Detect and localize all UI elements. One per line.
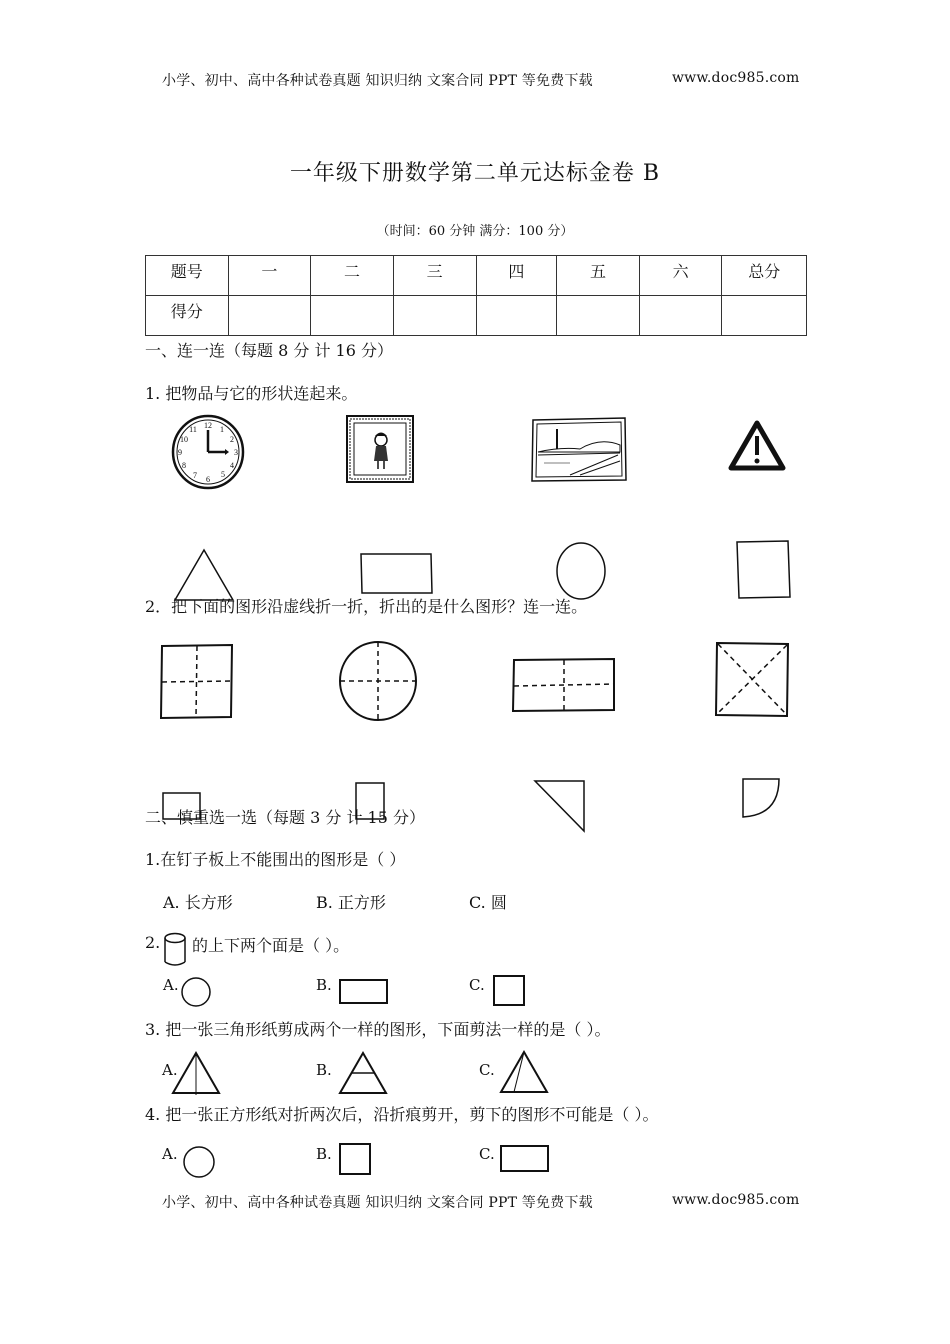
s2-q1-option-c[interactable]: C. 圆 xyxy=(469,893,507,912)
framed-picture-icon xyxy=(345,414,415,484)
score-cell xyxy=(722,296,807,336)
header-cell: 一 xyxy=(228,256,311,296)
square-option-shape xyxy=(339,1143,373,1177)
clock-icon xyxy=(170,414,246,490)
svg-text:5: 5 xyxy=(221,470,225,479)
s2-q3-prompt: 3. 把一张三角形纸剪成两个一样的图形，下面剪法一样的是（ ）。 xyxy=(145,1020,611,1039)
header-cell: 五 xyxy=(557,256,640,296)
svg-text:4: 4 xyxy=(230,461,234,470)
warning-sign-icon xyxy=(728,420,786,472)
s2-q2-option-b[interactable]: B. xyxy=(316,976,332,994)
triangle-oblique-cut-option xyxy=(500,1050,550,1094)
s2-q3-option-a[interactable]: A. xyxy=(162,1061,178,1079)
svg-text:12: 12 xyxy=(204,421,212,430)
s2-q3-option-c[interactable]: C. xyxy=(479,1061,495,1079)
triangle-horizontal-cut-option xyxy=(339,1051,389,1095)
square-diagonal-fold-figure xyxy=(715,641,791,719)
score-cell xyxy=(476,296,557,336)
rectangle-cross-fold-figure xyxy=(512,658,616,714)
s2-q2-option-c[interactable]: C. xyxy=(469,976,485,994)
q1-text: 1. 把物品与它的形状连起来。 xyxy=(145,384,358,403)
header-cell: 题号 xyxy=(146,256,229,296)
svg-text:6: 6 xyxy=(206,475,210,484)
s2-q1-option-a[interactable]: A. 长方形 xyxy=(163,893,233,912)
square-shape xyxy=(736,540,792,600)
page-title: 一年级下册数学第二单元达标金卷 B xyxy=(289,161,661,186)
header-cell: 总分 xyxy=(722,256,807,296)
footer-banner-text: 小学、初中、高中各种试卷真题 知识归纳 文案合同 PPT 等免费下载 xyxy=(162,1195,593,1211)
landscape-photo-icon xyxy=(530,417,628,483)
header-banner-text: 小学、初中、高中各种试卷真题 知识归纳 文案合同 PPT 等免费下载 xyxy=(162,73,593,89)
rectangle-option-shape xyxy=(339,979,391,1007)
header-banner-url: www.doc985.com xyxy=(672,70,800,86)
header-cell: 三 xyxy=(393,256,476,296)
exam-info: （时间：60 分钟 满分：100 分） xyxy=(376,224,574,239)
svg-text:11: 11 xyxy=(189,425,197,434)
score-cell xyxy=(639,296,722,336)
circle-option-shape xyxy=(181,977,213,1009)
score-table xyxy=(145,255,807,336)
s2-q1-prompt: 在钉子板上不能围出的图形是（ ） xyxy=(160,850,406,869)
s2-q4-prompt: 4. 把一张正方形纸对折两次后，沿折痕剪开，剪下的图形不可能是（ ）。 xyxy=(145,1105,659,1124)
s2-q4-option-b[interactable]: B. xyxy=(316,1145,332,1163)
s2-q4-option-a[interactable]: A. xyxy=(162,1145,178,1163)
square-cross-fold-figure xyxy=(160,644,236,720)
svg-text:2: 2 xyxy=(230,435,234,444)
square-option-shape xyxy=(493,975,527,1007)
header-cell: 六 xyxy=(639,256,722,296)
score-table-score-row xyxy=(146,296,807,336)
circle-cross-fold-figure xyxy=(338,640,418,722)
svg-text:1: 1 xyxy=(220,425,224,434)
section2-heading: 二、慎重选一选（每题 3 分 计 15 分） xyxy=(145,808,425,827)
svg-text:3: 3 xyxy=(234,448,238,457)
score-table-header-row xyxy=(146,256,807,296)
score-cell xyxy=(393,296,476,336)
svg-text:9: 9 xyxy=(178,448,182,457)
right-triangle-shape xyxy=(533,779,589,835)
s2-q2-prompt: 的上下两个面是（ ）。 xyxy=(192,936,350,955)
s2-q2-number: 2. xyxy=(145,933,161,952)
score-cell xyxy=(311,296,394,336)
s2-q2-option-a[interactable]: A. xyxy=(163,976,179,994)
q2-text: 2．把下面的图形沿虚线折一折，折出的是什么图形？连一连。 xyxy=(145,597,588,616)
cylinder-icon xyxy=(163,932,187,968)
triangle-vertical-cut-option xyxy=(172,1051,222,1095)
circle-shape xyxy=(555,540,607,602)
score-cell xyxy=(557,296,640,336)
score-cell xyxy=(228,296,311,336)
header-cell: 四 xyxy=(476,256,557,296)
s2-q1-option-b[interactable]: B. 正方形 xyxy=(316,893,386,912)
svg-text:10: 10 xyxy=(180,435,188,444)
s2-q1-text xyxy=(145,847,405,870)
circle-option-shape xyxy=(183,1146,217,1180)
footer-banner-url: www.doc985.com xyxy=(672,1192,800,1208)
svg-text:7: 7 xyxy=(193,471,197,480)
rectangle-shape xyxy=(360,553,434,595)
s2-q3-option-b[interactable]: B. xyxy=(316,1061,332,1079)
rectangle-option-shape xyxy=(500,1145,552,1173)
row-label: 得分 xyxy=(146,296,229,336)
header-cell: 二 xyxy=(311,256,394,296)
s2-q4-option-c[interactable]: C. xyxy=(479,1145,495,1163)
s2-q1-number: 1. xyxy=(145,850,161,869)
quarter-circle-shape xyxy=(741,777,783,821)
section1-heading: 一、连一连（每题 8 分 计 16 分） xyxy=(145,341,393,360)
svg-text:8: 8 xyxy=(182,461,186,470)
